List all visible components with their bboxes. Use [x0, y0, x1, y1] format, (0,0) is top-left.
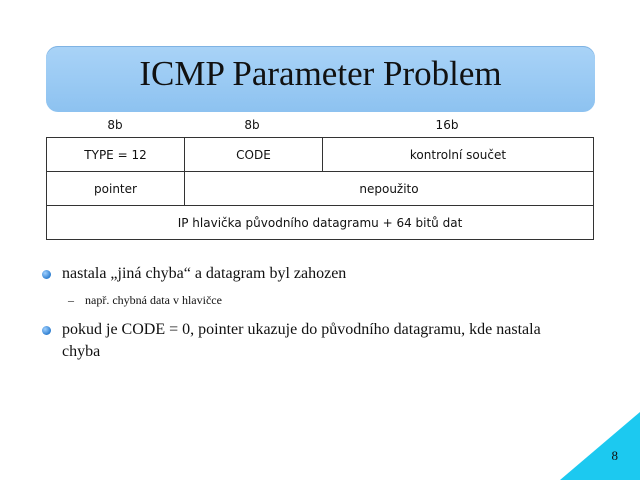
page-number: 8	[611, 448, 618, 463]
bullet-text-line1: pokud je CODE = 0, pointer ukazuje do původního datagramu, kde nastala	[62, 321, 541, 338]
sub-bullet-text: např. chybná data v hlavičce	[85, 293, 222, 307]
field-checksum: kontrolní součet	[323, 138, 594, 172]
icmp-packet-diagram	[46, 137, 594, 240]
field-unused: nepoužito	[185, 172, 594, 206]
title-banner	[46, 46, 595, 112]
bullet-icon	[42, 326, 51, 335]
dash-icon: –	[68, 293, 74, 307]
field-code: CODE	[185, 138, 323, 172]
sub-bullet	[68, 293, 222, 308]
bit-label-type: 8b	[107, 118, 123, 132]
slide-title: ICMP Parameter Problem	[139, 54, 502, 93]
bit-label-checksum: 16b	[435, 118, 459, 132]
bullet-icon	[42, 270, 51, 279]
field-type: TYPE = 12	[47, 138, 185, 172]
bit-label-code: 8b	[244, 118, 260, 132]
bullet-text-line2: chyba	[62, 343, 101, 360]
field-pointer: pointer	[47, 172, 185, 206]
packet-row	[47, 206, 594, 240]
corner-decoration	[560, 412, 640, 480]
bullet-text: nastala „jiná chyba“ a datagram byl zahozen	[62, 265, 347, 282]
field-ip-header: IP hlavička původního datagramu + 64 bitů dat	[47, 206, 594, 240]
packet-row	[47, 172, 594, 206]
packet-row	[47, 138, 594, 172]
